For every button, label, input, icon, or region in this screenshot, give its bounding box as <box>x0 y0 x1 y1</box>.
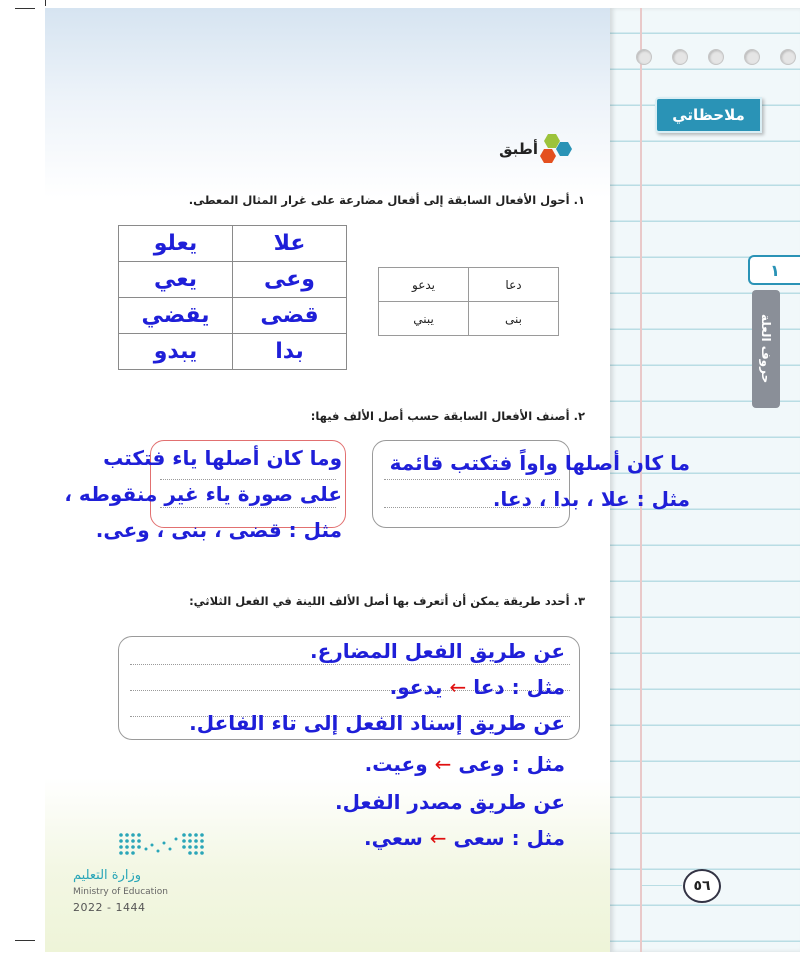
binder-hole <box>708 49 724 65</box>
arrow-icon: ← <box>429 826 447 850</box>
example-past: بنى <box>469 302 559 336</box>
answer-present: يبدو <box>153 339 198 364</box>
answer-past: قضى <box>260 303 319 328</box>
question-2: ٢. أصنف الأفعال السابقة حسب أصل الألف فيها: <box>310 409 585 423</box>
notes-margin-line <box>640 8 642 952</box>
example-past: دعا <box>469 268 559 302</box>
answer-line <box>160 479 336 480</box>
table-row <box>119 298 347 334</box>
page-number-badge <box>683 869 721 903</box>
example-present: يبني <box>379 302 469 336</box>
section-heading <box>470 132 580 166</box>
unit-label: حروف العلة <box>759 314 773 384</box>
notes-title: ملاحظاتي <box>672 106 745 124</box>
answer-past: وعى <box>264 267 315 292</box>
binder-hole <box>780 49 796 65</box>
handwritten-answer: عن طريق إسناد الفعل إلى تاء الفاعل. <box>189 711 565 735</box>
handwritten-answer: مثل : قضى ، بنى ، وعى. <box>95 518 342 542</box>
table-row <box>119 262 347 298</box>
logo-year: 2022 - 1444 <box>73 901 146 914</box>
crop-mark <box>15 940 35 941</box>
unit-number-tab <box>748 255 800 285</box>
answer-present: يعي <box>154 267 197 292</box>
ministry-logo <box>70 828 220 923</box>
answer-present: يعلو <box>153 231 198 256</box>
handwritten-answer: مثل : علا ، بدا ، دعا. <box>492 487 690 511</box>
handwritten-answer: مثل : سعى ← سعي. <box>363 826 565 850</box>
crop-mark <box>45 0 46 6</box>
handwritten-answer: ما كان أصلها واواً فتكتب قائمة <box>389 451 690 475</box>
page-number: ٥٦ <box>693 878 711 894</box>
question-1: ١. أحول الأفعال السابقة إلى أفعال مضارعة على غرار المثال المعطى. <box>188 193 585 207</box>
example-table <box>378 267 559 336</box>
unit-label-tab <box>752 290 780 408</box>
handwritten-answer: عن طريق مصدر الفعل. <box>334 790 565 814</box>
logo-arabic: وزارة التعليم <box>73 868 142 883</box>
logo-dots-icon <box>118 831 208 857</box>
answer-table <box>118 225 347 370</box>
notes-panel <box>610 8 800 952</box>
question-3: ٣. أحدد طريقة يمكن أن أتعرف بها أصل الألف اللينة في الفعل الثلاثي: <box>189 594 585 608</box>
binder-hole <box>636 49 652 65</box>
hexagon-icon <box>540 132 580 166</box>
table-row <box>379 302 559 336</box>
answer-past: بدا <box>275 339 304 364</box>
arrow-icon: ← <box>449 675 467 699</box>
answer-present: يقضي <box>141 303 210 328</box>
table-row <box>119 226 347 262</box>
binder-hole <box>672 49 688 65</box>
handwritten-answer: عن طريق الفعل المضارع. <box>309 639 565 663</box>
crop-mark <box>15 8 35 9</box>
binder-hole <box>744 49 760 65</box>
answer-line <box>130 664 570 665</box>
table-row <box>119 334 347 370</box>
page-number-line <box>642 885 682 886</box>
notes-title-tab <box>655 97 762 133</box>
answer-past: علا <box>273 231 306 256</box>
logo-english: Ministry of Education <box>73 887 168 897</box>
table-row <box>379 268 559 302</box>
example-present: يدعو <box>379 268 469 302</box>
handwritten-answer: مثل : وعى ← وعيت. <box>364 752 565 776</box>
heading-text: أطبق <box>499 140 538 158</box>
handwritten-answer: على صورة ياء غير منقوطه ، <box>64 482 342 506</box>
arrow-icon: ← <box>434 752 452 776</box>
handwritten-answer: وما كان أصلها ياء فتكتب <box>103 446 342 470</box>
unit-number: ١ <box>770 260 780 280</box>
handwritten-answer: مثل : دعا ← يدعو. <box>389 675 565 699</box>
answer-line <box>160 507 336 508</box>
answer-line <box>384 479 560 480</box>
